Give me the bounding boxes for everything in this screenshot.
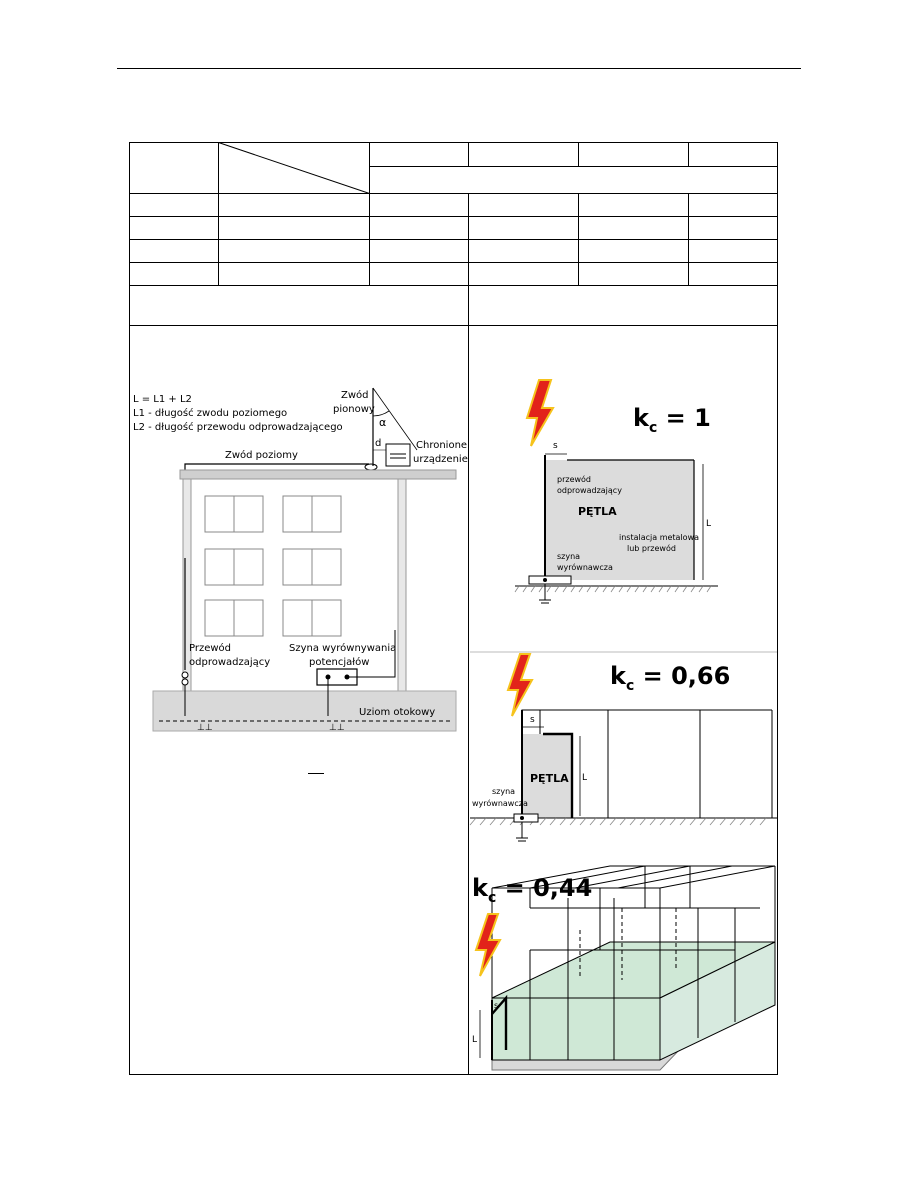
install-label: instalacja metalowa <box>619 533 700 542</box>
building-lightning-protection-diagram <box>133 380 468 740</box>
loop-panel-kc-1 <box>515 380 718 606</box>
svg-text:⊥⊥: ⊥⊥ <box>197 723 213 733</box>
mesh-panel-kc-044 <box>470 860 777 1072</box>
fraction-mark <box>308 773 324 774</box>
protected-device-label-2: urządzenie <box>413 454 468 465</box>
s-label: s <box>530 715 535 725</box>
page-header-rule <box>117 68 801 69</box>
vertical-rod-label: Zwód <box>341 390 369 401</box>
loop-label: PĘTLA <box>530 772 569 785</box>
bonding-bar-label: Szyna wyrównywania <box>289 643 397 654</box>
distance-d: d <box>375 438 382 449</box>
install-label-2: lub przewód <box>627 544 676 553</box>
legend-line-3: L2 - długość przewodu odprowadzającego <box>133 422 343 433</box>
conductor-label-2: odprowadzający <box>557 486 622 495</box>
svg-text:⊥⊥: ⊥⊥ <box>329 723 345 733</box>
L-label: L <box>706 519 712 529</box>
protected-device-label: Chronione <box>416 440 468 451</box>
L-label: L <box>472 1035 478 1045</box>
kc-prefix: $k_c = 0,44$ <box>472 874 593 906</box>
bonding-bar-label-2: potencjałów <box>309 657 370 668</box>
alpha-symbol: α <box>379 416 387 429</box>
loop-label: PĘTLA <box>578 505 617 518</box>
kc-prefix: $k_c = 0,66$ <box>610 662 731 694</box>
earth-electrode-label: Uziom otokowy <box>359 707 436 718</box>
bar-label: szyna <box>492 787 516 796</box>
L-label: L <box>582 773 588 783</box>
s-label: s <box>553 441 558 451</box>
vertical-rod-label-2: pionowy <box>333 404 375 415</box>
legend-line-2: L1 - długość zwodu poziomego <box>133 408 288 419</box>
horizontal-rod-label: Zwód poziomy <box>225 450 298 461</box>
bar-label-2: wyrównawcza <box>472 799 528 808</box>
bar-label-2: wyrównawcza <box>557 563 613 572</box>
down-conductor-label-2: odprowadzający <box>189 657 271 668</box>
bar-label: szyna <box>557 552 581 561</box>
kc-prefix: $k_c = 1$ <box>633 404 711 436</box>
down-conductor-label: Przewód <box>189 643 232 654</box>
conductor-label: przewód <box>557 475 592 484</box>
legend-line-1: L = L1 + L2 <box>133 394 192 405</box>
s-label: s <box>494 1001 499 1010</box>
loop-panel-kc-066 <box>470 652 777 848</box>
